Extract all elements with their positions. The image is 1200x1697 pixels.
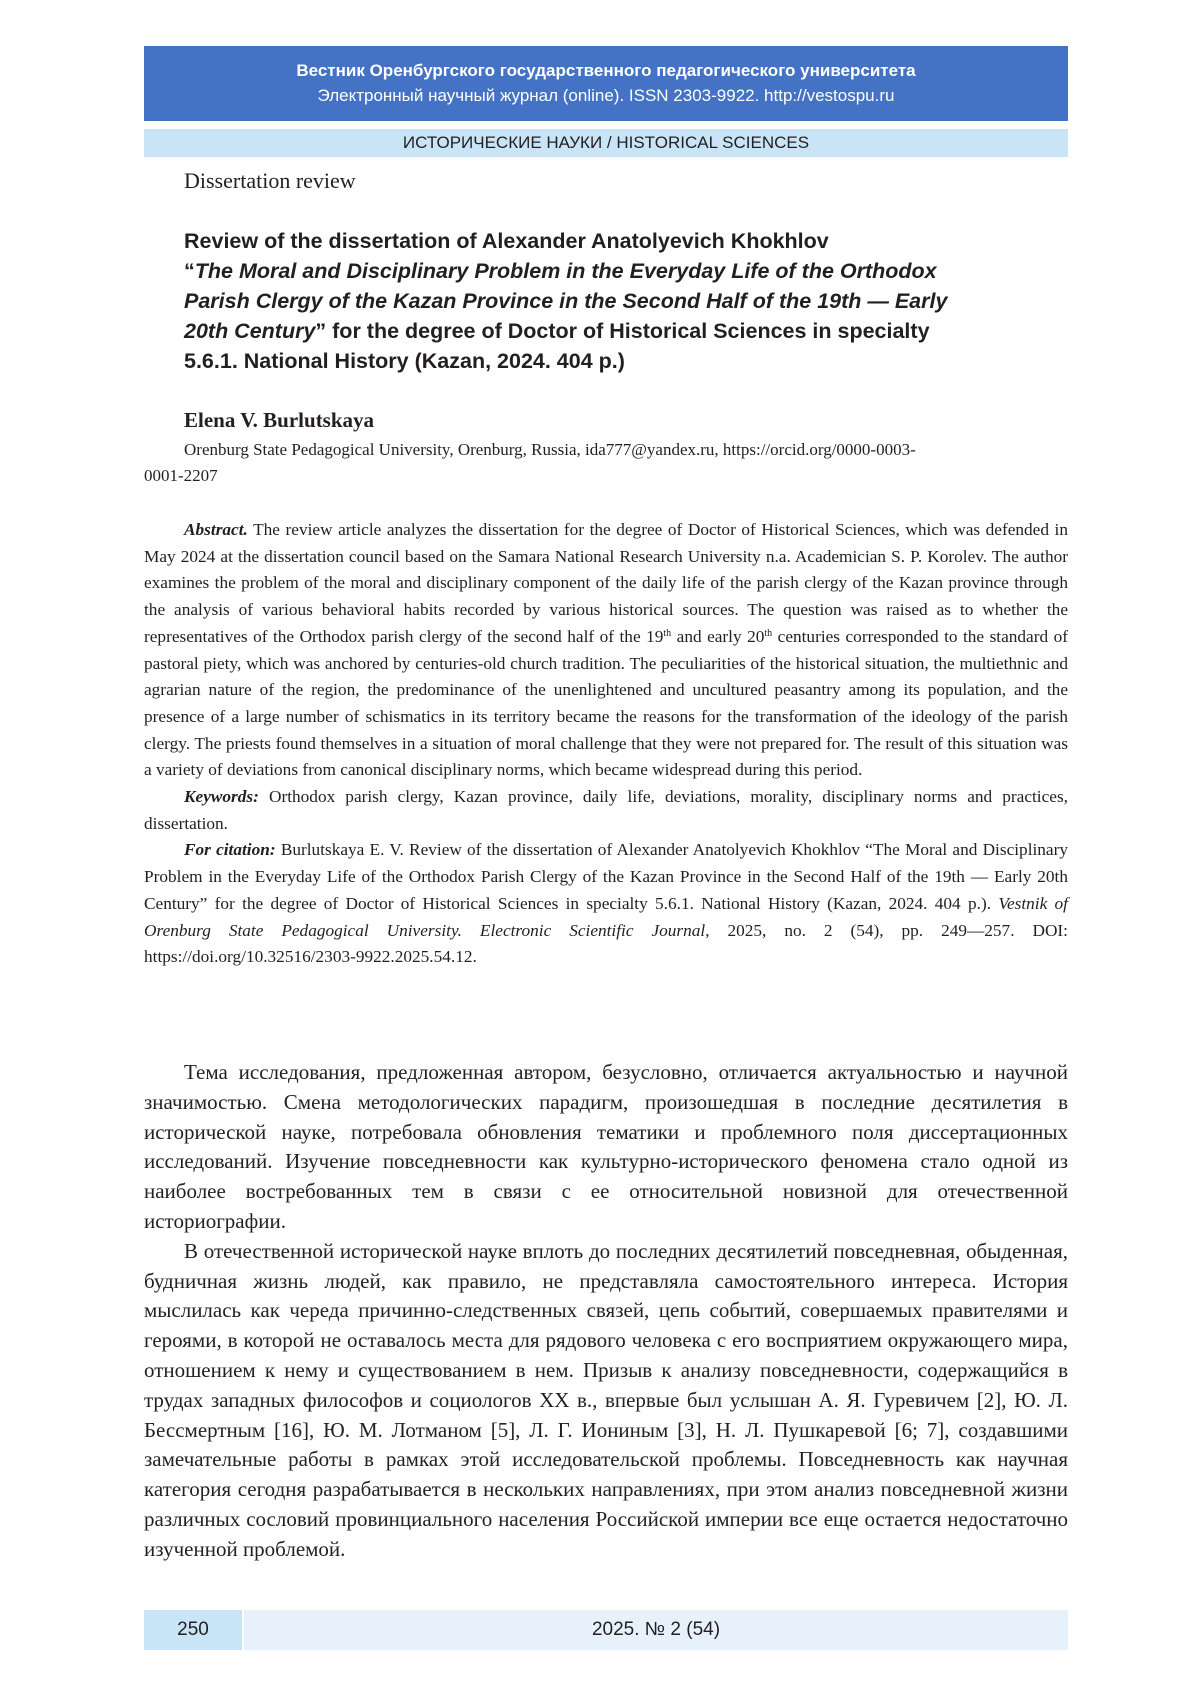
citation-paragraph (144, 837, 1068, 971)
issue-label: 2025. № 2 (54) (244, 1610, 1068, 1650)
author-affiliation (144, 437, 1068, 489)
review-type: Dissertation review (184, 168, 356, 193)
citation-text-b: , 2025, no. 2 (54), pp. 249—257. DOI: https://doi.org/10.32516/2303-9922.2025.54.12. (144, 920, 1068, 967)
title-italic-4: 20th Century (184, 319, 316, 343)
abstract-text-a: The review article analyzes the dissertation for the degree of Doctor of Historical Sciences, which was defended in May 2024 at the dissertation council based on the Samara National Research University n.a. Academician S. P. Korolev. The author examines the problem of the moral and disciplinary component of the daily life of the parish clergy of the Kazan province through the analysis of various behavioral habits recorded by various historical sources. The question was raised as to whether the representatives of the Orthodox parish clergy of the second half of the 19 (144, 520, 1068, 646)
abstract-paragraph (144, 517, 1068, 784)
abstract-text-c: centuries corresponded to the standard of pastoral piety, which was anchored by centuries-old church tradition. The peculiarities of the historical situation, the multiethnic and agrarian nature of the region, the predominance of the unenlightened and uncultured peasantry among its population, and the presence of a large number of schismatics in its territory became the reasons for the transformation of the ideology of the parish clergy. The priests found themselves in a situation of moral challenge that they were not prepared for. The result of this situation was a variety of deviations from canonical disciplinary norms, which became widespread during this period. (144, 626, 1069, 780)
page-number: 250 (144, 1610, 242, 1650)
keywords-label: Keywords: (184, 787, 259, 807)
journal-subtitle: Электронный научный журнал (online). ISSN 2303-9922. http://vestospu.ru (317, 86, 895, 105)
body-paragraph-1: Тема исследования, предложенная автором, безусловно, отличается актуальностью и научной значимостью. Смена методологических парадигм, произошедшая в последние десятилетия в исторической науке, потребовала обновления тематики и проблемного поля диссертационных исследований. Изучение повседневности как культурно-исторического феномена стало одной из наиболее востребованных тем в связи с ее относительной новизной для отечественной историографии. (144, 1060, 1068, 1233)
affiliation-line-1: Orenburg State Pedagogical University, Orenburg, Russia, ida777@yandex.ru, https://orcid.org/0000-0003- (184, 440, 916, 459)
title-line-2 (184, 256, 1064, 286)
body-paragraph-2: В отечественной исторической науке вплоть до последних десятилетий повседневная, обыденная, будничная жизнь людей, как правило, не представляла самостоятельного интереса. История мыслилась как череда причинно-следственных связей, цепь событий, совершаемых правителями и героями, в которой не оставалось места для рядового человека с его восприятием окружающего мира, отношением к нему и существованием в нем. Призыв к анализу повседневности, содержащийся в трудах западных философов и социологов XX в., впервые был услышан А. Я. Гуревичем [2], Ю. Л. Бессмертным [16], Ю. М. Лотманом [5], Л. Г. Иониным [3], Н. Л. Пушкаревой [6; 7], создавшими замечательные работы в рамках этой исследовательской проблемы. Повседневность как научная категория сегодня разрабатывается в нескольких направлениях, при этом анализ повседневной жизни различных сословий провинциального населения Российской империи все еще остается недостаточно изученной проблемой. (144, 1238, 1068, 1561)
citation-journal: Vestnik of Orenburg State Pedagogical University. Electronic Scientific Journal (144, 893, 1068, 940)
citation-label: For citation: (184, 840, 276, 860)
abstract-block (144, 517, 1068, 971)
title-italic-2: The Moral and Disciplinary Problem in the Everyday Life of the Orthodox (194, 259, 937, 283)
affiliation-line-2: 0001-2207 (144, 466, 218, 485)
title-italic-3: Parish Clergy of the Kazan Province in the Second Half of the 19th — Early (184, 289, 948, 313)
journal-header (144, 46, 1068, 121)
journal-title: Вестник Оренбургского государственного педагогического университета (296, 61, 916, 80)
title-line-4 (184, 316, 1064, 346)
article-body (144, 1058, 1068, 1565)
abstract-text-b: and early 20 (671, 626, 765, 646)
title-line-3 (184, 286, 1064, 316)
section-label: ИСТОРИЧЕСКИЕ НАУКИ / HISTORICAL SCIENCES (144, 129, 1068, 157)
citation-text-a: Burlutskaya E. V. Review of the dissertation of Alexander Anatolyevich Khokhlov “The Moral and Disciplinary Problem in the Everyday Life of the Orthodox Parish Clergy of the Kazan Province in the Second Half of the 19th — Early 20th Century” for the degree of Doctor of Historical Sciences in specialty 5.6.1. National History (Kazan, 2024. 404 p.). (144, 840, 1068, 913)
title-line-1: Review of the dissertation of Alexander Anatolyevich Khokhlov (184, 229, 829, 253)
author-name: Elena V. Burlutskaya (184, 408, 375, 432)
abstract-label: Abstract. (184, 520, 248, 539)
abstract-sup-2: th (764, 627, 773, 639)
article-title (184, 226, 1064, 376)
title-rest-4: ” for the degree of Doctor of Historical Sciences in specialty (315, 319, 930, 343)
keywords-paragraph (144, 784, 1068, 837)
title-open-quote: “ (184, 259, 195, 283)
title-line-5: 5.6.1. National History (Kazan, 2024. 404 p.) (184, 349, 625, 373)
abstract-sup-1: th (663, 627, 672, 639)
keywords-text: Orthodox parish clergy, Kazan province, daily life, deviations, morality, disciplinary norms and practices, dissertation. (144, 787, 1068, 833)
